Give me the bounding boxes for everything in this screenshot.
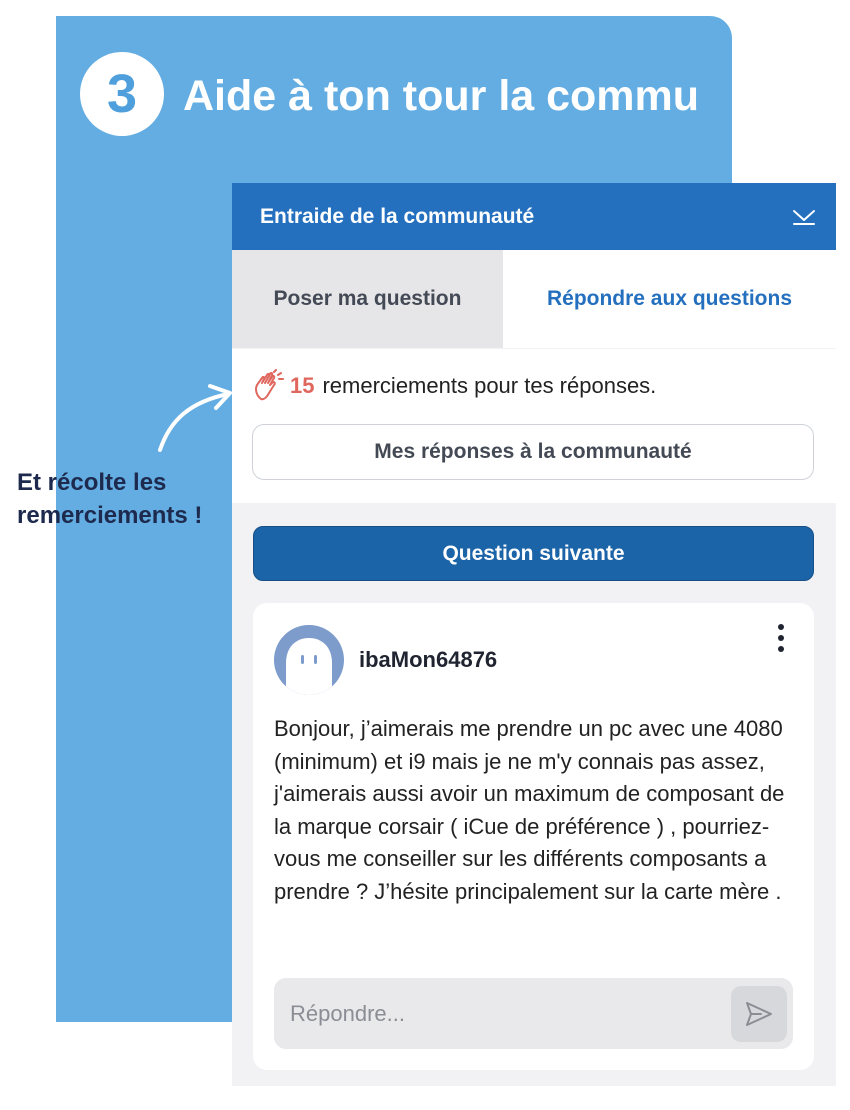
reply-input[interactable] — [288, 1000, 731, 1028]
send-button[interactable] — [731, 986, 787, 1042]
step-number-badge — [80, 52, 164, 136]
clapping-hands-icon — [252, 369, 286, 403]
author-row — [274, 625, 793, 695]
thanks-line — [252, 371, 816, 401]
promo-side-caption: Et récolte les remerciements ! — [17, 469, 203, 529]
vertical-dots-icon[interactable] — [776, 623, 786, 653]
chevron-down-icon[interactable] — [792, 208, 816, 226]
reply-box — [274, 978, 793, 1049]
community-help-panel — [232, 183, 836, 1086]
username[interactable]: ibaMon64876 — [359, 647, 498, 672]
question-text: Bonjour, j’aimerais me prendre un pc avec une 4080 (minimum) et i9 mais je ne m'y connais pas assez, j'aimerais aussi avoir un maximum de composant de la marque corsair ( iCue de préférence ) , pourriez-vous me conseiller sur les différents composants a prendre ? J’hésite principalement sur la carte mère . — [274, 716, 785, 904]
tab-answer-questions[interactable]: Répondre aux questions — [503, 250, 836, 348]
ghost-avatar-icon — [274, 625, 344, 695]
my-answers-button[interactable]: Mes réponses à la communauté — [252, 424, 814, 480]
thanks-count: 15 — [290, 373, 315, 398]
thanks-text: remerciements pour tes réponses. — [322, 373, 657, 398]
panel-tabs — [232, 250, 836, 348]
thanks-section — [232, 349, 836, 503]
tab-ask-question[interactable]: Poser ma question — [232, 250, 503, 348]
promo-headline: Aide à ton tour la commu — [183, 72, 700, 120]
next-question-button[interactable]: Question suivante — [253, 526, 814, 581]
panel-header — [232, 183, 836, 250]
send-icon — [744, 999, 774, 1029]
question-card — [253, 603, 814, 1070]
step-number: 3 — [106, 64, 138, 124]
avatar — [274, 625, 344, 695]
panel-title: Entraide de la communauté — [260, 204, 535, 228]
curved-arrow-icon — [150, 380, 240, 455]
